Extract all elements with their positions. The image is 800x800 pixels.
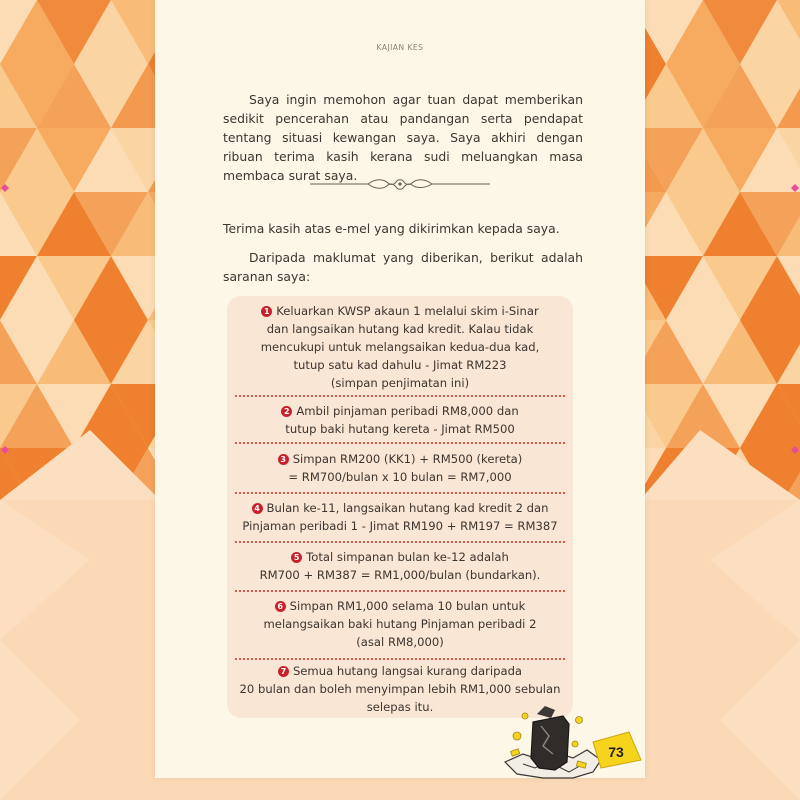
paragraph-reply-intro: Terima kasih atas e-mel yang dikirimkan kepada saya.: [223, 221, 560, 236]
recommendation-line: 7 Semua hutang langsai kurang daripada: [237, 662, 563, 680]
recommendation-item: [237, 402, 563, 438]
dotted-separator: [235, 395, 565, 397]
ornament-divider-icon: [310, 175, 490, 195]
dotted-separator: [235, 541, 565, 543]
recommendation-line: selepas itu.: [366, 700, 434, 714]
number-badge-icon: 4: [252, 503, 263, 514]
recommendation-item: [237, 499, 563, 535]
recommendation-line: tutup satu kad dahulu - Jimat RM223: [293, 358, 507, 372]
cracked-pot-sticker-icon: [503, 702, 643, 780]
page-header: KAJIAN KES: [376, 43, 424, 52]
recommendation-line: 3 Simpan RM200 (KK1) + RM500 (kereta): [237, 450, 563, 468]
paragraph-letter-closing: Saya ingin memohon agar tuan dapat memberikan sedikit pencerahan atau pandangan serta pendapat tentang situasi kewangan saya. Saya akhiri dengan ribuan terima kasih kerana sudi meluangkan masa membaca surat saya.: [223, 92, 583, 183]
recommendation-item: [237, 450, 563, 486]
recommendation-line: = RM700/bulan x 10 bulan = RM7,000: [288, 470, 512, 484]
recommendation-line: Pinjaman peribadi 1 - Jimat RM190 + RM197 = RM387: [242, 519, 558, 533]
page-number: 73: [608, 744, 624, 760]
number-badge-icon: 2: [281, 406, 292, 417]
recommendation-line: mencukupi untuk melangsaikan kedua-dua kad,: [260, 340, 540, 354]
number-badge-icon: 1: [261, 306, 272, 317]
recommendation-line: melangsaikan baki hutang Pinjaman peribadi 2: [263, 617, 537, 631]
recommendation-line: (simpan penjimatan ini): [330, 376, 470, 390]
dotted-separator: [235, 658, 565, 660]
dotted-separator: [235, 590, 565, 592]
number-badge-icon: 6: [275, 601, 286, 612]
recommendation-line: 20 bulan dan boleh menyimpan lebih RM1,000 sebulan: [239, 682, 561, 696]
recommendation-line: tutup baki hutang kereta - Jimat RM500: [285, 422, 515, 436]
recommendation-line: 2 Ambil pinjaman peribadi RM8,000 dan: [237, 402, 563, 420]
recommendation-line: 4 Bulan ke-11, langsaikan hutang kad kredit 2 dan: [237, 499, 563, 517]
recommendation-line: 5 Total simpanan bulan ke-12 adalah: [237, 548, 563, 566]
recommendation-item: [237, 597, 563, 651]
recommendation-item: [237, 548, 563, 584]
recommendation-line: 6 Simpan RM1,000 selama 10 bulan untuk: [237, 597, 563, 615]
number-badge-icon: 5: [291, 552, 302, 563]
book-page: [155, 0, 645, 778]
recommendations-box: [227, 296, 573, 718]
number-badge-icon: 7: [278, 666, 289, 677]
dotted-separator: [235, 492, 565, 494]
dotted-separator: [235, 442, 565, 444]
recommendation-line: 1 Keluarkan KWSP akaun 1 melalui skim i-Sinar: [237, 302, 563, 320]
recommendation-line: (asal RM8,000): [356, 635, 444, 649]
paragraph-suggestions-intro: Daripada maklumat yang diberikan, berikut adalah saranan saya:: [223, 250, 583, 284]
recommendation-line: dan langsaikan hutang kad kredit. Kalau tidak: [266, 322, 534, 336]
recommendation-line: RM700 + RM387 = RM1,000/bulan (bundarkan).: [259, 568, 541, 582]
recommendation-item: [237, 302, 563, 392]
number-badge-icon: 3: [278, 454, 289, 465]
